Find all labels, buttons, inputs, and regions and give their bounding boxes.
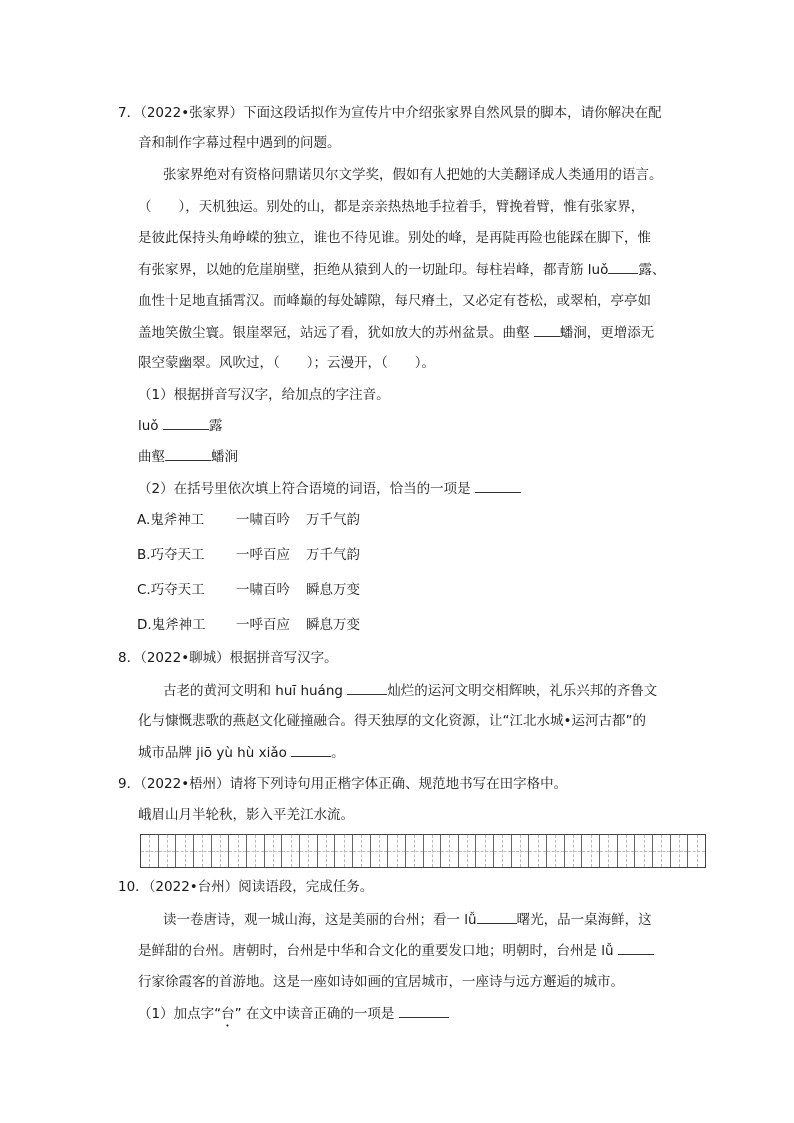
grid-cell[interactable] (318, 835, 336, 867)
q7-sub2-blank[interactable] (475, 478, 521, 493)
q8-passage-line2: 化与慷慨悲歌的燕赵文化碰撞融合。得天独厚的文化资源，让“江北水城•运河古都”的 (138, 713, 646, 729)
q10-sub1b: 在文中读音正确的一项是 (245, 1006, 395, 1022)
q7-answer1-blank[interactable] (163, 415, 209, 430)
q7-answer1 (138, 415, 222, 436)
q10-blank-lv1[interactable] (477, 909, 517, 924)
q10-sub1-blank[interactable] (399, 1003, 449, 1018)
q9-source: （2022•梧州） (140, 776, 230, 792)
q8-passage-line1b: 灿烂的运河文明交相辉映，礼乐兴邦的齐鲁文 (387, 683, 658, 699)
q7-source: （2022•张家界） (140, 105, 244, 121)
option-label: B.巧夺天工 (137, 547, 205, 563)
q9-stem-text: 请将下列诗句用正楷字体正确、规范地书写在田字格中。 (229, 776, 568, 792)
grid-cell[interactable] (476, 835, 494, 867)
q7-blank-luo[interactable] (608, 259, 638, 274)
q7-passage-line6b: 蟠涧，更增添无 (559, 325, 655, 341)
grid-cell[interactable] (265, 835, 283, 867)
q10-sub1 (138, 1003, 449, 1030)
q7-passage-line4b: 露、 (638, 262, 666, 278)
option-word3: 瞬息万变 (306, 617, 360, 633)
q7-option-c[interactable] (137, 580, 360, 600)
q9-poem: 峨眉山月半轮秋，影入平羌江水流。 (138, 807, 354, 823)
q8-number: 8． (118, 650, 141, 666)
q8-passage-line3b: 。 (331, 745, 345, 761)
q10-sub1-dotted-char: “台” (214, 1006, 242, 1022)
q7-passage-line4a: 有张家界，以她的危崖崩壁，拒绝从猿到人的一切趾印。每柱岩峰，都青筋 luǒ (138, 262, 609, 278)
option-word2: 一呼百应 (236, 547, 290, 563)
grid-cell[interactable] (424, 835, 442, 867)
q10-source: （2022•台州） (148, 879, 239, 895)
q7-answer1-suffix: 露 (208, 418, 223, 434)
grid-cell[interactable] (671, 835, 689, 867)
q7-answer2-blank[interactable] (165, 446, 211, 461)
q8-blank-huihuang[interactable] (347, 680, 387, 695)
grid-cell[interactable] (459, 835, 477, 867)
grid-cell[interactable] (406, 835, 424, 867)
q7-blank-he[interactable] (534, 322, 560, 337)
q7-stem1: 下面这段话拟作为宣传片中介绍张家界自然风景的脚本，请你解决在配 (243, 105, 662, 121)
option-label: A.鬼斧神工 (137, 512, 205, 528)
q10-stem (118, 877, 373, 897)
q10-number: 10． (118, 879, 149, 895)
grid-cell[interactable] (600, 835, 618, 867)
grid-cell[interactable] (176, 835, 194, 867)
grid-cell[interactable] (582, 835, 600, 867)
grid-cell[interactable] (194, 835, 212, 867)
q8-passage-line3a: 城市品牌 jiō yù hù xiǎo (138, 745, 287, 761)
q9-stem (118, 774, 567, 794)
grid-cell[interactable] (688, 835, 705, 867)
grid-cell[interactable] (212, 835, 230, 867)
option-word2: 一呼百应 (236, 617, 290, 633)
q8-passage-line3 (138, 742, 345, 763)
grid-cell[interactable] (635, 835, 653, 867)
q8-stem-text: 根据拼音写汉字。 (229, 650, 338, 666)
tianzige-grid[interactable] (140, 834, 706, 868)
q7-answer2-prefix: 曲壑 (138, 449, 165, 465)
q9-number: 9． (118, 776, 141, 792)
option-word3: 万千气韵 (306, 547, 360, 563)
q7-stem-line2: 音和制作字幕过程中遇到的问题。 (138, 135, 341, 151)
grid-cell[interactable] (388, 835, 406, 867)
q7-stem-line1 (118, 103, 662, 123)
q10-blank-lv2[interactable] (618, 940, 654, 955)
q7-sub2-text: （2）在括号里依次填上符合语境的词语，恰当的一项是 (138, 481, 471, 497)
q7-answer2 (138, 446, 238, 467)
grid-cell[interactable] (565, 835, 583, 867)
option-word3: 瞬息万变 (306, 582, 360, 598)
q8-stem (118, 648, 338, 668)
grid-cell[interactable] (300, 835, 318, 867)
q10-passage-line1b: 曙光，品一桌海鲜，这 (516, 912, 652, 928)
grid-cell[interactable] (282, 835, 300, 867)
grid-cell[interactable] (653, 835, 671, 867)
q7-passage-line1: 张家界绝对有资格问鼎诺贝尔文学奖，假如有人把她的大美翻译成人类通用的语言。 (163, 167, 663, 183)
q10-passage-line1a: 读一卷唐诗，观一城山海，这是美丽的台州；看一 lǚ (163, 912, 477, 928)
q7-passage-line3: 是彼此保持头角峥嵘的独立，谁也不待见谁。别处的峰，是再陡再险也能踩在脚下，惟 (138, 230, 651, 246)
q7-answer1-pinyin: luǒ (138, 418, 159, 434)
option-word3: 万千气韵 (306, 512, 360, 528)
grid-cell[interactable] (618, 835, 636, 867)
grid-cell[interactable] (229, 835, 247, 867)
grid-cell[interactable] (494, 835, 512, 867)
grid-cell[interactable] (335, 835, 353, 867)
q7-sub1: （1）根据拼音写汉字，给加点的字注音。 (138, 387, 390, 403)
option-word2: 一啸百吟 (236, 512, 290, 528)
grid-cell[interactable] (247, 835, 265, 867)
option-word2: 一啸百吟 (236, 582, 290, 598)
q10-sub1a: （1）加点字 (138, 1006, 215, 1022)
option-label: C.巧夺天工 (137, 582, 205, 598)
q7-passage-line4 (138, 259, 665, 280)
q10-passage-line1 (163, 909, 652, 930)
q7-passage-line7: 限空蒙幽翠。风吹过，（ ）；云漫开，（ ）。 (138, 355, 435, 371)
grid-cell[interactable] (353, 835, 371, 867)
q8-blank-jiayuhuxiao[interactable] (291, 742, 331, 757)
q7-passage-line6 (138, 322, 654, 343)
q7-option-b[interactable] (137, 545, 360, 565)
option-label: D.鬼斧神工 (137, 617, 206, 633)
grid-cell[interactable] (547, 835, 565, 867)
q7-passage-line5: 血性十足地直插霄汉。而峰巅的每处罅隙，每尺瘠土，又必定有苍松，或翠柏，亭亭如 (138, 293, 651, 309)
q8-passage-line1 (163, 680, 657, 701)
q8-source: （2022•聊城） (140, 650, 230, 666)
q7-passage-line2: （ ），天机独运。别处的山，都是亲亲热热地手拉着手，臂挽着臂，惟有张家界， (138, 199, 645, 215)
grid-cell[interactable] (512, 835, 530, 867)
q10-stem-text: 阅读语段，完成任务。 (238, 879, 374, 895)
q7-sub2 (138, 478, 521, 499)
q7-number: 7． (118, 105, 141, 121)
grid-cell[interactable] (141, 835, 159, 867)
q7-option-a[interactable] (137, 510, 360, 530)
q7-option-d[interactable] (137, 615, 360, 635)
q7-passage-line6a: 盖地笑傲尘寰。银崖翠冠，站远了看，犹如放大的苏州盆景。曲壑 (138, 325, 530, 341)
grid-cell[interactable] (159, 835, 177, 867)
q10-passage-line3: 行家徐霞客的首游地。这是一座如诗如画的宜居城市，一座诗与远方邂逅的城市。 (138, 974, 624, 990)
grid-cell[interactable] (371, 835, 389, 867)
q8-passage-line1a: 古老的黄河文明和 huī huáng (163, 683, 343, 699)
q10-passage-line2 (138, 940, 654, 961)
q7-answer2-suffix: 蟠涧 (211, 449, 238, 465)
q10-passage-line2a: 是鲜甜的台州。唐朝时，台州是中华和合文化的重要发口地；明朝时，台州是 lǚ (138, 943, 614, 959)
grid-cell[interactable] (529, 835, 547, 867)
grid-cell[interactable] (441, 835, 459, 867)
